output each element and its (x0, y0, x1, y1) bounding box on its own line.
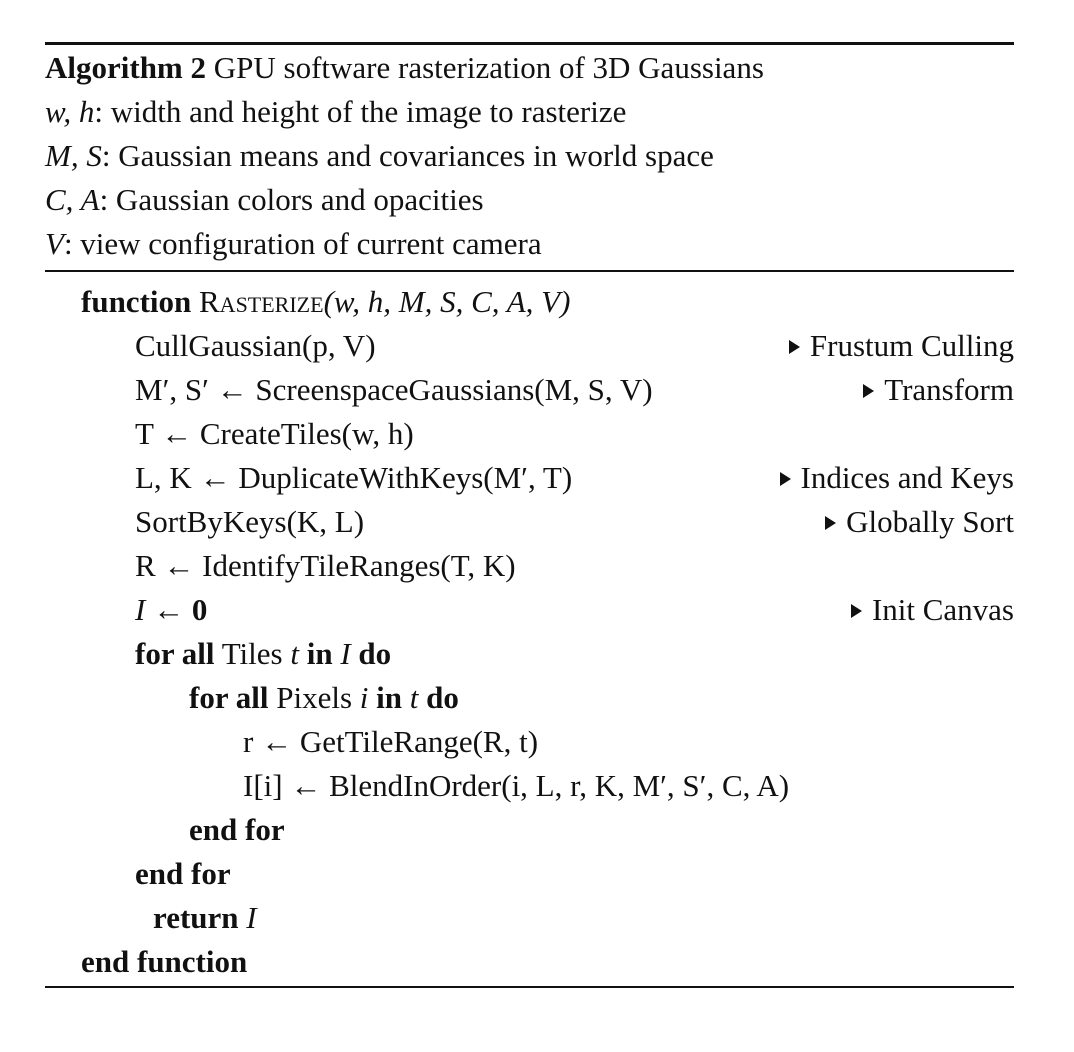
input-vars: M, S (45, 138, 102, 173)
comment-text: Frustum Culling (809, 328, 1014, 363)
keyword-in: in (306, 636, 333, 671)
comment-text: Globally Sort (846, 504, 1014, 539)
code-line-for-tiles (45, 632, 1014, 676)
input-line (45, 90, 1014, 134)
top-rule (45, 42, 1014, 45)
input-desc: : width and height of the image to rasterize (94, 94, 627, 129)
code-comment (851, 588, 1014, 632)
code-comment (780, 456, 1015, 500)
code-line (45, 412, 1014, 456)
code-line (45, 764, 1014, 808)
code-line-return (45, 896, 1014, 940)
input-line (45, 178, 1014, 222)
code-text: L, K ← DuplicateWithKeys(M′, T) (135, 460, 573, 495)
comment-triangle-icon (851, 604, 862, 618)
code-text: R ← IdentifyTileRanges(T, K) (135, 548, 516, 583)
keyword-end-for: end for (135, 856, 231, 891)
code-line-for-pixels (45, 676, 1014, 720)
comment-text: Indices and Keys (800, 460, 1014, 495)
algorithm-title: GPU software rasterization of 3D Gaussians (213, 50, 764, 85)
loop-noun: Tiles (221, 636, 283, 671)
algorithm-label: Algorithm 2 (45, 50, 207, 85)
code-comment (863, 368, 1014, 412)
middle-rule (45, 270, 1014, 272)
code-text: I ← (135, 592, 192, 627)
code-line-function (45, 280, 1014, 324)
code-line-end-function (45, 940, 1014, 984)
input-line (45, 222, 1014, 266)
input-desc: : view configuration of current camera (63, 226, 542, 261)
loop-collection: I (340, 636, 351, 671)
algorithm-caption (45, 46, 1014, 90)
code-comment (825, 500, 1014, 544)
zero-literal: 0 (191, 592, 208, 627)
code-line (45, 720, 1014, 764)
code-text: SortByKeys(K, L) (135, 504, 365, 539)
input-vars: C, A (45, 182, 100, 217)
comment-text: Init Canvas (871, 592, 1014, 627)
keyword-for-all: for all (189, 680, 269, 715)
function-keyword: function (81, 284, 192, 319)
keyword-end-function: end function (81, 944, 248, 979)
loop-var: i (359, 680, 369, 715)
input-line (45, 134, 1014, 178)
code-text: T ← CreateTiles(w, h) (135, 416, 414, 451)
input-desc: : Gaussian means and covariances in world space (101, 138, 714, 173)
loop-var: t (290, 636, 299, 671)
input-vars: V (45, 226, 64, 261)
code-text: M′, S′ ← ScreenspaceGaussians(M, S, V) (135, 372, 653, 407)
code-text: I[i] ← BlendInOrder(i, L, r, K, M′, S′, C, A) (243, 768, 790, 803)
code-line (45, 544, 1014, 588)
code-line (45, 456, 1014, 500)
return-value: I (246, 900, 257, 935)
comment-triangle-icon (780, 472, 791, 486)
bottom-rule (45, 986, 1014, 988)
code-line (45, 500, 1014, 544)
comment-triangle-icon (789, 340, 800, 354)
function-args: (w, h, M, S, C, A, V) (323, 284, 571, 319)
comment-text: Transform (884, 372, 1014, 407)
comment-triangle-icon (863, 384, 874, 398)
code-line (45, 368, 1014, 412)
loop-collection: t (409, 680, 419, 715)
keyword-in: in (376, 680, 403, 715)
loop-noun: Pixels (276, 680, 353, 715)
keyword-end-for: end for (189, 812, 285, 847)
input-desc: : Gaussian colors and opacities (99, 182, 484, 217)
comment-triangle-icon (825, 516, 836, 530)
function-name: Rasterize (199, 284, 324, 319)
code-text: CullGaussian(p, V) (135, 328, 376, 363)
code-line-end-for (45, 808, 1014, 852)
code-line (45, 588, 1014, 632)
code-line (45, 324, 1014, 368)
code-text: r ← GetTileRange(R, t) (243, 724, 539, 759)
keyword-do: do (358, 636, 392, 671)
input-vars: w, h (45, 94, 95, 129)
keyword-for-all: for all (135, 636, 215, 671)
code-line-end-for (45, 852, 1014, 896)
keyword-do: do (426, 680, 459, 715)
keyword-return: return (153, 900, 239, 935)
code-comment (789, 324, 1014, 368)
